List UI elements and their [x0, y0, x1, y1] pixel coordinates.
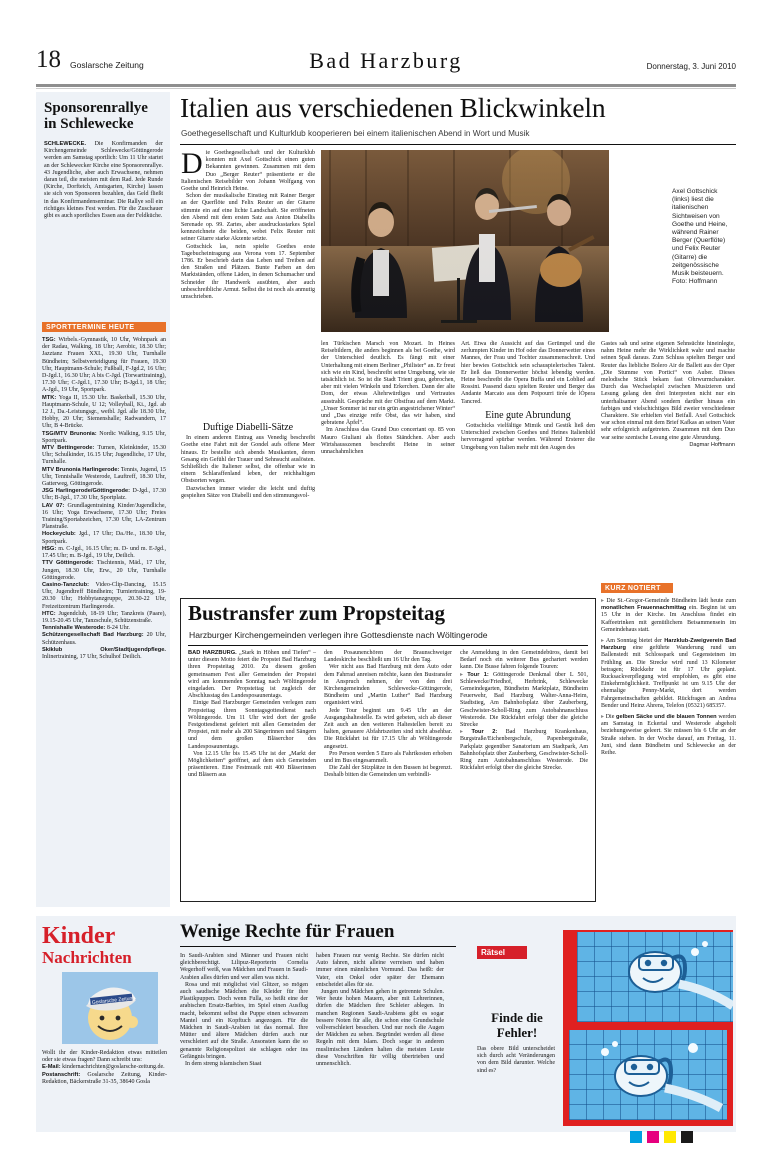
sport-entry-text: Jugendclub, 18-19 Uhr; Tanzkreis (Paare), 19.15-20.45 Uhr, Tanzschule, Schützenstraße. — [42, 610, 166, 624]
sport-entry-text: Tennis, Jugend, 15 Uhr, Tennishalle Westerode, Lauftreff, 18.30 Uhr, Gatterweg, Göttingerode. — [42, 466, 166, 488]
frauen-col1-p1: In Saudi-Arabien sind Männer und Frauen nicht gleichberechtigt. Lilipuz-Reporterin Cornelia Wegerhoff weiß, was Mädchen und Frauen in Saudi-Arabien alles dürfen und wer allen was nicht. — [180, 953, 308, 981]
frauen-col1-p2: Rosa und mit möglichst viel Glitzer, so mögen auch saudische Mädchen die Kleider für ihre Plastikpuppen. Doch wenn Fulla, so heißt eine der arabischen Ersatz-Barbies, im Spiel einen Ausflug macht, bekommt selbst die Puppe einen schwarzen Mantel und ein Kopftuch angezogen. Für die Mädchen in Saudi-Arabien ist das normal. Ihre Mütter und ältere Mädchen dürfen auch nur verschleiert auf die Straße. Ansonsten kann die so genannte Religionspolizei sie schlagen oder ins Gefängnis bringen. — [180, 981, 308, 1060]
main-col2-p1: len Türkischen Marsch von Mozart. In Heines Reisebildern, die anders beginnen als bei Goethe, wird der Unterschied deutlich. Es fängt mit einer Unterhaltung mit einem Berliner „Philister“ an. Er freut sich wie ein Kind, beschreibt seine Umgebung, wie sie tatsächlich ist. So ist die Stadt Trient grau, gebrochen, aber mit vielen Winkeln und Erkerchen. Dann der alte Dom, der etwas Altehrwürdiges und Vertrautes ausstrahlt. Gespräche mit der Obstfrau auf dem Markt. „Unser Sommer ist nur ein grün angestrichener Winter“ und „Das einzige reife Obst, das wir haben, sind gebratene Äpfel“. — [321, 341, 455, 427]
sport-entry-text: Turnen, Kleinkinder, 15.30 Uhr; Schulkinder, 16.15 Uhr; Jugendliche, 17 Uhr, Turnhalle. — [42, 445, 166, 466]
section-title: Bad Harzburg — [309, 48, 463, 73]
kurz-item-post: werden am Samstag in Eckertal und Westerode abgeholt beziehungsweise geleert. Sie müssen bis 6 Uhr an der Straße stehen. In der Woche darauf, am Freitag, 11. Juni, sind dann Bündheim und Schlewecke an der Reihe. — [601, 714, 736, 757]
kurz-item-pre: Die St.-Gregor-Gemeinde Bündheim lädt heute zum — [606, 598, 736, 604]
main-col-1b — [181, 418, 315, 500]
kurz-item-post: ein. Beginn ist um 15 Uhr in der Kirche. Im Anschluss findet ein Kaffeetrinken mit gemütlichem Beisammensein im Gemeindehaus statt. — [601, 605, 736, 633]
main-col1-p4: In einem anderen Eintrag aus Venedig beschreibt Goethe eine Fahrt mit der Gondel aufs offene Meer hinaus. Er bestellte sich abends Musikanten, deren Gesang ein Gefühl der Trauer und Sehnsucht auslösten. Schließlich die Italiener selbst, die offenbar wie in einem Schlaraffenland leben, der reichhaltigen Obstsorten wegen. — [181, 435, 315, 485]
kurz-notiert-label: KURZ NOTIERT — [605, 584, 661, 592]
masthead — [36, 48, 736, 82]
bus-col1-p2: Einige Bad Harzburger Gemeinden verlegen zum Propsteitag ihren Sonntagsgottesdienst nach Wöltingerode. Um 11 Uhr wird dort der große Festgottesdienst gefeiert mit allen Gemeinden der Propstei, mit mehr als 200 Sängerinnen und Sängern und dem großen Bläserchor des Landesposaunentags. — [188, 700, 316, 750]
main-col1-p3: Gottschick las, nein spielte Goethes erste Tagebucheintragung aus Verona vom 17. September 1786. Er beschrieb darin das Leben und Treiben auf den Straßen und Plätzen. Bunte Farben an den Marktständen, offene Läden, in denen Schumacher und Schneider ihr Handwerk ausübten, aber auch unbeschreibliche Armut. Selbst die ist noch als anmutig umschrieben. — [181, 243, 315, 301]
bullet-icon: ▸ — [601, 714, 606, 721]
sport-entry — [42, 647, 166, 661]
main-col2-p2: Im Anschluss das Grand Duo concertant op. 85 von Mauro Giuliani als flottes Ständchen. Aber auch Wirtshausszenen beschreibt Heine in seiner unnachahmlichen — [321, 427, 455, 456]
main-col1-p5: Dazwischen immer wieder die leicht und duftig gespielten Sätze von Diabelli und den stimmungsvol- — [181, 485, 315, 499]
sport-entry-club: Skiklub Oker/Stadtjugendpflege. — [42, 646, 166, 653]
sport-entry-club: TSG: — [42, 337, 59, 343]
diver-art-top — [577, 932, 733, 1022]
kurz-notiert-item — [601, 638, 736, 710]
main-col-3 — [461, 341, 595, 452]
main-byline: Dagmar Hoffmann — [689, 441, 735, 448]
main-col3-p2: Gottschicks vielfältige Mimik und Gestik ließ den Unterschied zwischen Goethes und Heines Italienbild hervorragend spürbar werden. Während Ersterer die Umgebung von Italien mehr mit den Augen des — [461, 423, 595, 451]
kurz-item-highlight: Harzklub-Zweigverein Bad Harzburg — [601, 638, 736, 652]
spot-the-difference-cartoon — [563, 930, 733, 1126]
bus-rule — [188, 645, 588, 646]
photo-caption-block — [672, 188, 736, 286]
bullet-icon: ▸ — [460, 671, 464, 678]
sport-entry-text: Yoga II, 15.30 Uhr. Basketball, 15.30 Uhr, Hauptmann-Schule, U 12; Volleyball, Ki., Jgd. ab 12 J., Da.-Leistungsgr., weibl. Jgd. alle 18.30 Uhr, Hobby, 20 Uhr; Siemenshalle; Radwandern, 17 Uhr, B 4-Brücke. — [42, 394, 167, 430]
bus-col-3 — [460, 650, 588, 772]
sport-entry — [42, 445, 166, 467]
sport-entry — [42, 531, 166, 545]
sport-entry-club: Schützengesellschaft Bad Harzburg: — [42, 632, 147, 639]
masthead-rule — [36, 84, 736, 87]
tour1-text: Göttingerode Denkmal über L 501, Schlewecke/Friedhof, Herbrink, Schlewecke Gemeindegarten, Bündheim Marktplatz, Bündheim Feuerwehr, Bad Harzburg Walter-Anna-Heim, Stadtstieg, Am Bahnhofsplatz über Zauberberg, Geschwister-Scholl-Ring zum Autobahnanschluss Westerode. Die Rückfahrt erfolgt über die gleiche Strecke — [460, 671, 589, 729]
bus-dateline: BAD HARZBURG. — [188, 650, 237, 656]
sport-entry-text: m. C-Jgd., 16.15 Uhr; m. D- und m. E-Jgd., 17.45 Uhr; m. B-Jgd., 19 Uhr, Deilich. — [42, 545, 166, 560]
bus-col2-p2: Wer nicht aus Bad Harzburg mit dem Auto oder dem Fahrrad anreisen möchte, kann den Bustransfer in Anspruch nehmen, der von den drei Kirchengemeinden Schlewecke-Göttingerode, Bündheim und „Martin Luther“ Bad Harzburg organisiert wird. — [324, 664, 452, 707]
raetsel-banner — [477, 946, 527, 959]
bus-col1-p1: „Stark in Höhen und Tiefen“ – unter diesem Motto feiert die Propstei Bad Harzburg ihren Propsteitag 2010. Zu diesem großen gemeinsamen Fest aller Gemeinden der Propstei wird am kommenden Sonntag nach Wöltingerode eingeladen. Der Propsteitag ist zugleich der Abschlusstag des Landesposaunentags. — [188, 650, 316, 700]
tour2-label: Tour 2: — [471, 729, 498, 736]
sponsor-body — [44, 141, 163, 220]
sport-entry-text: Video-Clip-Dancing, 15.15 Uhr, Jugendtreff Bündheim; Turniertraining, 19-20.30 Uhr; Hobbytanzgruppe, 20.30-22 Uhr, Freizeitzentrum Harlingerode. — [42, 581, 166, 610]
bus-col1-p3: Von 12.15 Uhr bis 15.45 Uhr ist der „Markt der Möglichkeiten“ geöffnet, auf dem sich Gemeinden präsentieren. Eine Festmusik mit 400 Bläserinnen und Bläsern aus — [188, 750, 316, 779]
main-col-2 — [321, 341, 455, 456]
sponsor-headline: Sponsorenrallye in Schlewecke — [44, 100, 148, 132]
tour2-text: Bad Harzburg Krankenhaus, Burgstraße/Eichenbergschule, Papenbergstraße, Parkplatz gegenüber Sanatorium am Stadtpark, Am Bahnhofsplatz über Zauberberg, Geschwister-Scholl-Ring zum Autobahnanschluss Westerode. Die Rückfahrt erfolgt über die gleiche Strecke. — [460, 729, 589, 772]
sport-entry-club: LAV 07: — [42, 502, 68, 509]
kinder-contact — [42, 1050, 167, 1086]
bus-col2-p4: Pro Person werden 5 Euro als Fahrtkosten erhoben und im Bus eingesammelt. — [324, 750, 452, 765]
sport-entry-text: Inlinertraining, 17 Uhr, Schulhof Deilich. — [42, 653, 142, 660]
bus-col2-p5: Die Zahl der Sitzplätze in den Bussen ist begrenzt. Deshalb bitten die Gemeinden um verbindli- — [324, 765, 452, 779]
frauen-rule — [180, 946, 456, 947]
sport-entry-text: Wirbels.-Gymnastik, 10 Uhr, Wohnpark an der Radau, Walking, 18 Uhr; Aerobic, 18.30 Uhr; Jazztanz Frauen XXL, 19.30 Uhr, Turnhalle Bündheim; Selbstverteidigung für Frauen, 19.30 Uhr, Hauptmann-Schule; Fußball, F-Jgd.2, 16 Uhr; D-Jgd.1, 16.30 Uhr; A bis C-Jgd. (Torwarttraining), 17.30 Uhr; C-Jgd.1, 17.30 Uhr; B-Jgd.1, 18 Uhr; A-Jgd., 19 Uhr, Sportpark. — [42, 337, 167, 394]
kurz-item-highlight: monatlichen Frauennachmittag — [601, 605, 687, 612]
bus-col2-p1: den Posaunenchören der Braunschweiger Landeskirche beschließt um 16 Uhr den Tag. — [324, 650, 452, 664]
sport-entry — [42, 395, 166, 431]
raetsel-body — [477, 1046, 555, 1075]
main-col1-p2: Schon der musikalische Einstieg mit Rainer Berger an der Querflöte und Felix Reuter an der Gitarre stimmte ein auf eine lichte Landschaft. Sie eröffneten den Abend mit dem ersten Satz aus Anton Diabellis Serenade op. 99. Zartes, aber ausdrucksstarkes Spiel kennzeichnete die beiden, wobei Felix Reuter mit seiner Gitarre starke Akzente setzte. — [181, 193, 315, 243]
sport-entry-text: Grundlagentraining Kinder/Jugendliche, 16 Uhr; Yoga Erwachsene, 17.30 Uhr; Freies Training/Sportabzeichen, 17.30 Uhr, LA-Zentrum Planstraße. — [42, 502, 166, 531]
kinder-post-label: Postanschrift: — [42, 1071, 81, 1078]
sport-entry-text: 8-24 Uhr. — [106, 625, 130, 632]
frauen-headline: Wenige Rechte für Frauen — [180, 921, 395, 942]
mascot-badge-text: Goslarsche Zeitung — [91, 995, 136, 1006]
cmyk-swatch — [630, 1131, 642, 1143]
diver-art-bottom — [569, 1030, 727, 1120]
subhead-diabelli: Duftige Diabelli-Sätze — [202, 422, 294, 433]
main-rule — [180, 144, 736, 145]
sport-entry-club: TTV Göttingerode: — [42, 560, 97, 567]
sport-entry-club: Hockeyclub: — [42, 531, 79, 538]
sponsor-dateline: SCHLEWECKE. — [44, 141, 87, 147]
sport-entry — [42, 546, 166, 560]
sport-entry — [42, 337, 166, 395]
kinder-contact-question: Wollt ihr der Kinder-Redaktion etwas mitteilen oder sie etwas fragen? Dann schreibt uns: — [42, 1050, 167, 1064]
masthead-rule-thin — [36, 88, 736, 89]
sport-entry-club: MTV Brunonia Harlingerode: — [42, 466, 121, 473]
bullet-icon: ▸ — [601, 638, 606, 645]
bullet-icon: ▸ — [460, 729, 464, 736]
sport-entry-text: Tischtennis, Mäd., 17 Uhr, Jungen, 18.30 Uhr, Erw., 20 Uhr, Turnhalle Göttingerode. — [42, 560, 167, 581]
kurz-notiert-banner — [601, 583, 673, 593]
kinder-title-line1: Kinder — [42, 923, 116, 949]
sport-entry-text: 20 Uhr, Schützenhaus. — [42, 632, 167, 646]
main-subhead: Goethegesellschaft und Kulturklub kooperieren bei einem italienischen Abend in Wort und Musik — [181, 129, 530, 138]
sport-entry-text: D-Jgd., 17.30 Uhr; B-Jgd., 17.30 Uhr, Sportplatz. — [42, 488, 166, 502]
cmyk-swatch — [647, 1131, 659, 1143]
sport-entry-text: Nordic Walking, 9.15 Uhr, Sportpark. — [42, 430, 166, 444]
sport-entry-club: Casino-Tanzclub: — [42, 581, 96, 588]
bus-col3-p1: che Anmeldung in den Gemeindebüros, damit bei Bedarf noch ein weiterer Bus gechartert werden kann. Die Busse fahren folgende Touren: — [460, 650, 588, 671]
bus-col2-p3: Jede Tour beginnt um 9.45 Uhr an der Ausgangshaltestelle. Es wird gebeten, sich ab dieser Zeit auch an den weiteren Haltestellen bereit zu halten, genauere Abfahrtszeiten sind nicht absehbar. Die Rückfahrt ist für 17.15 Uhr ab Wöltingerode angesetzt. — [324, 707, 452, 750]
bus-col-2 — [324, 650, 452, 780]
sport-banner-label: SPORTTERMINE HEUTE — [46, 323, 135, 331]
sponsor-text: Die Konfirmanden der Kirchengemeinde Schlewecke/Göttingerode werden am Samstag sportlich: Um 11 Uhr startet an der Schlewecker Kirche eine Sponsorenrallye. 43 Jugendliche, aber auch Erwachsene, nehmen daran teil, die meisten mit dem Rad. Jede Runde (Kirche, Dorfteich, Amtsgarten, Kirche) lassen sie sich von Sponsoren bezahlen, das Geld fließt in das Konfirmandenseminar. Die Rallye soll ein richtiges kleines Fest werden. Für die Zuschauer gibt es auch sportliches Essen aus der Feldküche. — [44, 141, 163, 220]
sport-entry — [42, 488, 166, 502]
kurz-item-pre: Am Sonntag bietet der — [605, 638, 665, 645]
sport-entry — [42, 503, 166, 532]
photo-caption: Axel Gottschick (links) liest die italienischen Sichtweisen von Goethe und Heine, während Rainer Berger (Querflöte) und Felix Reuter (Gitarre) die zeitgenössische Musik beisteuern. — [672, 188, 728, 278]
sport-entry-club: MTV Bettingerode: — [42, 445, 98, 452]
kinder-email-value[interactable]: kindernachrichten@goslarsche-zeitung.de. — [62, 1064, 165, 1071]
sport-entry-club: HTC: — [42, 610, 59, 617]
sport-banner — [42, 322, 166, 332]
sport-entry-text: Jgd., 17 Uhr; Da./He., 18.30 Uhr, Sportpark. — [42, 531, 166, 545]
raetsel-headline: Finde die Fehler! — [491, 1010, 543, 1040]
kinder-post-value: Goslarsche Zeitung, Kinder-Redaktion, Bäckerstraße 31-35, 38640 Gosla — [42, 1071, 168, 1085]
concert-photo-art — [321, 150, 609, 332]
cmyk-registration-bar — [630, 1130, 698, 1148]
sport-entry-club: Tennishalle Westerode: — [42, 625, 107, 632]
bullet-icon: ▸ — [601, 598, 607, 604]
main-col1-p1: ie Goethegesellschaft und der Kulturklub konnten mit Axel Gottschick einen guten Bekannten gewinnen. Zusammen mit dem Duo „Berger Reuter“ präsentierte er die Italienischen Reisebilder von Johann Wolfgang von Goethe und Heinrich Heine. — [181, 150, 315, 193]
cmyk-swatch — [664, 1131, 676, 1143]
main-col4-p1: Gastes sah und seine eigenen Sehnsüchte hineinlegte, nahm Heine mehr die Wirklichkeit wahr und machte seinen Spaß daraus. Zum Schluss spielten Berger und Reuter das liebliche Bolero Air de Ballett aus der Oper „Die Stumme von Portici“ von Auber. Dieses melodische Stück bekam fast Ohrwurmcharakter. Durch das Wechselspiel zwischen Musizieren und Lesung gelang den drei Interpreten nicht nur ein unterhaltsamer Abend sondern darüber hinaus ein farbiges und vielschichtiges Bild zweier verschiedener Charaktere. Sie erhielten viel Beifall. Axel Gottschick war schon einmal mit dem Brief Kafkas an seinen Vater sehr erfolgreich aufgetreten. Zusammen mit dem Duo war seine szenische Lesung eine gute Abrundung. — [601, 341, 736, 441]
dropcap: D — [181, 147, 203, 180]
tour1-label: Tour 1: — [467, 671, 489, 678]
raetsel-label: Rätsel — [481, 948, 506, 957]
kurz-item-post: eine geführte Wanderung rund um Ballenstedt mit Schlosspark und Gegensteinen im Frühling an. Die Strecke wird rund 13 Kilometer betragen; Rückkehr ist für 17 Uhr geplant. Rucksackverpflegung wird empfohlen, es gibt eine Einkehrmöglichkeit. Treffpunkt ist um 9.15 Uhr der ehemalige Penny-Markt, dort werden Fahrgemeinschaften gebildet. Rückfragen an Andrea Bender und Heinz Ahrens, Telefon (05321) 685357. — [601, 645, 736, 709]
sport-entry-club: HSG: — [42, 545, 59, 552]
sport-entry-club: MTK: — [42, 394, 59, 401]
kinder-mascot — [62, 972, 158, 1044]
sport-entry-club: TSG/MTV Brunonia: — [42, 430, 100, 437]
sport-entry — [42, 467, 166, 489]
kurz-notiert-list — [601, 598, 736, 761]
frauen-col2-p2: Jungen und Mädchen gehen in getrennte Schulen. Wer heute hohen Mauern, aber mit Lehrerinnen, dürfen die Mädchen ihre Schleier ablegen. In manchen Regionen Saudi-Arabiens gibt es sogar bessere Noten für alle, die schon eine Grundschule vollverschleiert besuchen. Und nur noch die Augen der Mädchen zu sehen. Begründet werden all diese Regeln mit dem Islam. Doch sogar in anderen muslimischen Ländern halten die meisten Leute diese Vorschriften für völlig übertrieben und unmenschlich. — [316, 989, 444, 1068]
sport-entry — [42, 560, 166, 582]
kurz-item-highlight: gelben Säcke und die blauen Tonnen — [616, 714, 717, 721]
kurz-notiert-item — [601, 598, 736, 634]
sport-entry — [42, 625, 166, 632]
cartoon-panel-bottom — [569, 1030, 727, 1120]
cartoon-panel-top — [577, 932, 733, 1022]
main-col3-p1: Art. Etwa die Aussicht auf das Gerümpel und die zerlumpten Kinder im Hof oder das Donnerwetter eines Mannes, der Frau und Tochter zusammenschreit. Und hier bewies Gottschick sein schauspielerisches Talent. Er ließ das Donnerwetter höchst lebendig werden. Heine beschreibt die Opera Buffa und ein Loblied auf Rossini. Passend dazu spielten Reuter und Berger das Andante Marcato aus dem Potpourri tirée de lÓpera Tancred. — [461, 341, 595, 405]
main-col-4 — [601, 341, 735, 449]
sport-entry — [42, 431, 166, 445]
main-headline: Italien aus verschiedenen Blickwinkeln — [180, 92, 606, 123]
sport-entry — [42, 611, 166, 625]
concert-photo — [321, 150, 609, 332]
kurz-notiert-item — [601, 714, 736, 757]
sport-listing — [42, 337, 166, 661]
bus-headline: Bustransfer zum Propsteitag — [188, 601, 446, 625]
sport-entry — [42, 582, 166, 611]
photo-credit: Foto: Hoffmann — [672, 278, 718, 286]
kurz-item-pre: Die — [605, 714, 617, 721]
bus-subhead: Harzburger Kirchengemeinden verlegen ihre Gottesdienste nach Wöltingerode — [189, 630, 488, 640]
frauen-col2-p1: haben Frauen nur wenig Rechte. Sie dürfen nicht Auto fahren, nicht alleine verreisen und haben immer einen männlichen Vormund. Das heißt: der Vater, ein Onkel oder später der Ehemann entscheidet alles für sie. — [316, 953, 444, 988]
frauen-col1-p3: In dem streng islamischen Staat — [185, 1061, 262, 1068]
sport-entry-club: JSG Harlingerode/Göttingerode: — [42, 488, 133, 495]
main-col-1 — [181, 147, 315, 412]
cmyk-swatch — [681, 1131, 693, 1143]
kinder-mascot-art — [62, 972, 158, 1044]
sport-entry — [42, 632, 166, 646]
subhead-abrundung: Eine gute Abrundung — [485, 409, 571, 421]
frauen-col-2 — [316, 953, 444, 1068]
paper-name: Goslarsche Zeitung — [70, 60, 144, 70]
frauen-col-1 — [180, 953, 308, 1068]
kinder-email-label: E-Mail: — [42, 1064, 61, 1071]
page-number: 18 — [36, 46, 61, 73]
kinder-title-line2: Nachrichten — [42, 948, 132, 967]
bus-col-1 — [188, 650, 316, 780]
raetsel-text: Das obere Bild unterscheidet sich durch acht Veränderungen von dem Bild darunter. Welche sind es? — [477, 1046, 555, 1074]
issue-date: Donnerstag, 3. Juni 2010 — [646, 62, 736, 71]
